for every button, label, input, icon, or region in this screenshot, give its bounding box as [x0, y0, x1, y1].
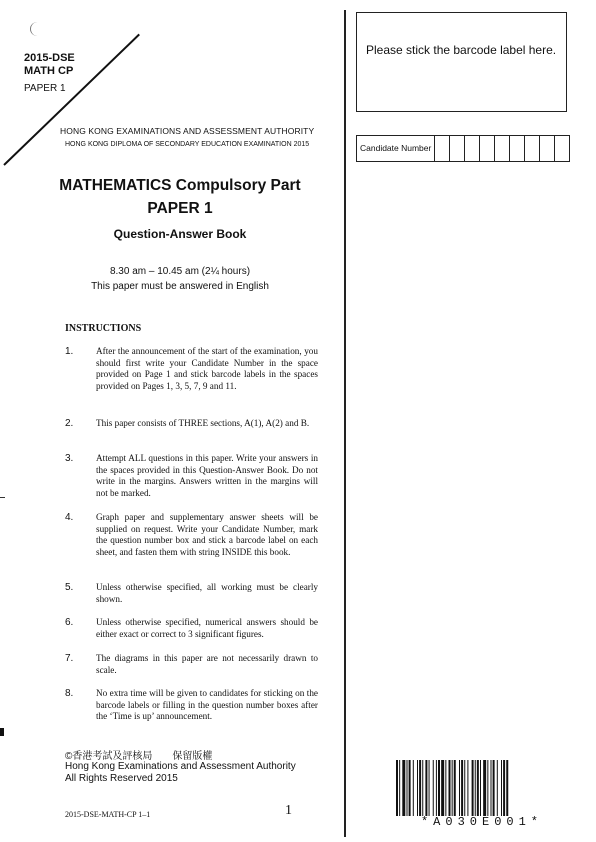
authority-name: HONG KONG EXAMINATIONS AND ASSESSMENT AUTHORITY	[60, 126, 315, 136]
barcode-bar	[409, 760, 411, 816]
instruction-text: Unless otherwise specified, numerical answers should be either exact or correct to 3 significant figures.	[96, 617, 318, 639]
page-number: 1	[285, 803, 292, 818]
paper-title: PAPER 1	[147, 200, 213, 217]
instruction-number: 8.	[65, 688, 74, 699]
barcode-bar	[438, 760, 440, 816]
barcode-bar	[501, 760, 502, 816]
barcode-bar	[491, 760, 492, 816]
instruction-text: Graph paper and supplementary answer sheets will be supplied on request. Write your Candidate Number, mark the question number box and stick a barcode label on each sheet, and fasten them with string INSIDE this book.	[96, 512, 318, 557]
barcode-bar	[399, 760, 400, 816]
barcode-bar	[452, 760, 453, 816]
barcode-bar	[445, 760, 446, 816]
barcode-bar	[422, 760, 423, 816]
barcode-bar	[464, 760, 465, 816]
book-title: Question-Answer Book	[113, 227, 247, 241]
barcode-bar	[475, 760, 476, 816]
barcode-bar	[477, 760, 479, 816]
barcode-bar	[467, 760, 468, 816]
instruction-number: 2.	[65, 418, 74, 429]
instruction-number: 4.	[65, 512, 74, 523]
barcode-bar	[407, 760, 408, 816]
exam-time: 8.30 am – 10.45 am (2¼ hours)	[109, 266, 251, 277]
barcode-bar	[472, 760, 474, 816]
barcode-text: *A030E001*	[420, 815, 543, 829]
barcode-bar	[503, 760, 505, 816]
instruction-text: After the announcement of the start of the examination, you should first write your Candidate Number in the space provided on Page 1 and stick barcode labels in the spaces provided on Pages 1, 3, 5, 7, 9 and 11.	[96, 346, 318, 391]
instruction-text: This paper consists of THREE sections, A(1), A(2) and B.	[96, 418, 310, 428]
candidate-digit-cell[interactable]	[450, 136, 465, 161]
instruction-text: Unless otherwise specified, all working must be clearly shown.	[96, 582, 318, 604]
instruction-text: The diagrams in this paper are not necessarily drawn to scale.	[96, 653, 318, 675]
barcode-bar	[429, 760, 430, 816]
copyright-chinese: ©香港考試及評核局 保留版權	[65, 751, 213, 762]
instruction-number: 1.	[65, 346, 74, 357]
barcode-bar	[417, 760, 418, 816]
instruction-text: Attempt ALL questions in this paper. Write your answers in the spaces provided in this Question-Answer Book. Do not write in the margins. Answers written in the margins will not be marked.	[96, 453, 318, 498]
margin-mark	[0, 497, 5, 498]
barcode-bar	[402, 760, 405, 816]
barcode-prompt: Please stick the barcode label here.	[366, 43, 557, 57]
barcode-bar	[433, 760, 434, 816]
candidate-digit-cell[interactable]	[540, 136, 555, 161]
barcode-bar	[441, 760, 444, 816]
rights-reserved: All Rights Reserved 2015	[65, 773, 178, 784]
page-divider	[344, 10, 346, 837]
barcode-label-area[interactable]	[356, 12, 567, 112]
barcode-bar	[461, 760, 463, 816]
barcode-bar	[493, 760, 495, 816]
barcode-image	[396, 760, 568, 816]
candidate-digit-cell[interactable]	[525, 136, 540, 161]
corner-arc-mark	[30, 22, 45, 36]
document-code: 2015-DSE-MATH-CP 1–1	[65, 810, 151, 819]
candidate-number-label: Candidate Number	[357, 136, 435, 161]
copyright-english: Hong Kong Examinations and Assessment Authority	[65, 761, 296, 772]
candidate-digit-cell[interactable]	[480, 136, 495, 161]
barcode-bar	[487, 760, 488, 816]
instruction-number: 3.	[65, 453, 74, 464]
barcode-bar	[483, 760, 486, 816]
exam-code: 2015-DSE MATH CP	[24, 52, 75, 77]
barcode-bar	[454, 760, 456, 816]
candidate-digit-cell[interactable]	[495, 136, 510, 161]
candidate-digit-cell[interactable]	[465, 136, 480, 161]
subject-title: MATHEMATICS Compulsory Part	[59, 177, 301, 194]
candidate-digit-cell[interactable]	[510, 136, 525, 161]
margin-mark	[0, 728, 4, 736]
candidate-number-box[interactable]	[356, 135, 570, 162]
candidate-digit-cell[interactable]	[435, 136, 450, 161]
barcode-bar	[480, 760, 481, 816]
barcode-bar	[425, 760, 427, 816]
barcode-bar	[459, 760, 460, 816]
barcode-bar	[449, 760, 451, 816]
barcode-bar	[497, 760, 498, 816]
instruction-number: 7.	[65, 653, 74, 664]
barcode-bar	[396, 760, 398, 816]
barcode-bar	[436, 760, 437, 816]
instruction-number: 6.	[65, 617, 74, 628]
barcode-bar	[506, 760, 508, 816]
diploma-name: HONG KONG DIPLOMA OF SECONDARY EDUCATION EXAMINATION 2015	[65, 141, 310, 148]
instructions-heading: INSTRUCTIONS	[65, 323, 142, 334]
language-note: This paper must be answered in English	[91, 281, 269, 292]
instruction-text: No extra time will be given to candidates for sticking on the barcode labels or filling in the question number boxes after the ‘Time is up’ announcement.	[96, 688, 318, 722]
paper-code: PAPER 1	[24, 83, 66, 94]
barcode-bar	[419, 760, 421, 816]
instruction-number: 5.	[65, 582, 74, 593]
barcode-bar	[413, 760, 414, 816]
candidate-digit-cell[interactable]	[555, 136, 569, 161]
